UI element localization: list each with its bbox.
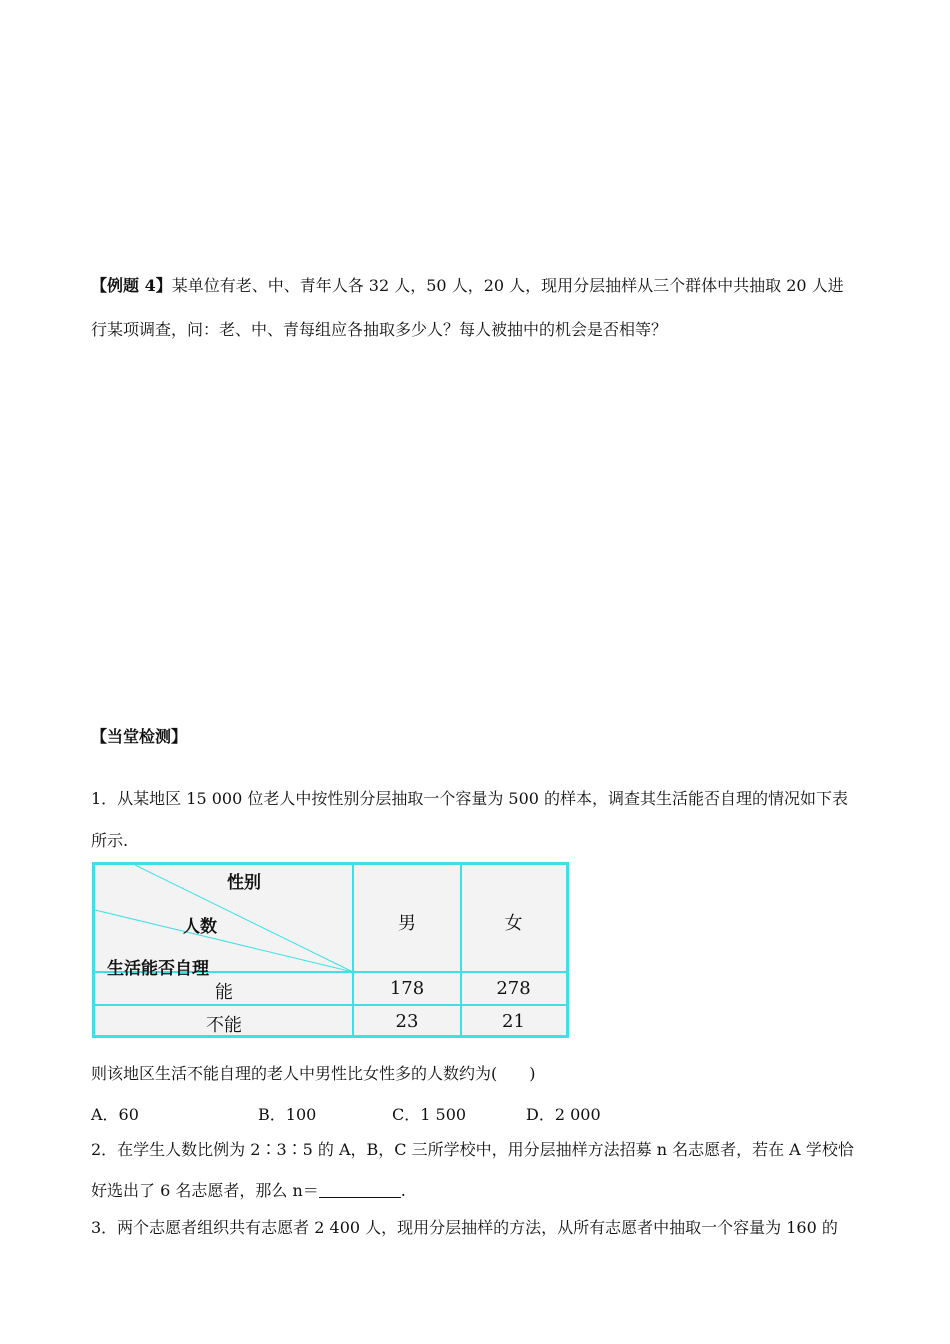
col-male: 男 <box>398 913 416 934</box>
q1-stem: 则该地区生活不能自理的老人中男性比女性多的人数约为( ) <box>91 1064 536 1083</box>
q2-line-2 <box>91 1180 406 1202</box>
header-gender: 性别 <box>227 873 261 893</box>
row-able-label: 能 <box>215 982 233 1003</box>
q2-line-1: 2．在学生人数比例为 2∶3∶5 的 A，B，C 三所学校中，用分层抽样方法招募 n 名志愿者，若在 A 学校恰 <box>91 1140 854 1159</box>
row-able-male: 178 <box>389 978 425 999</box>
example-4-tag: 【例题 4】 <box>91 276 172 295</box>
q1-option-d: D．2 000 <box>526 1105 601 1124</box>
q1-line-2: 所示. <box>91 831 129 850</box>
col-female: 女 <box>504 913 523 934</box>
answer-blank <box>319 1181 401 1198</box>
row-unable-female: 21 <box>502 1011 525 1032</box>
table-grid <box>95 865 566 1035</box>
q1-option-a: A．60 <box>91 1105 139 1124</box>
row-unable-male: 23 <box>395 1011 419 1032</box>
row-able-female: 278 <box>496 978 531 999</box>
q2-line-2-end: . <box>400 1181 406 1200</box>
example-4-line-2: 行某项调查，问：老、中、青每组应各抽取多少人？每人被抽中的机会是否相等？ <box>91 320 668 339</box>
example-4-line-1 <box>91 275 844 297</box>
survey-table <box>92 862 569 1038</box>
section-title: 【当堂检测】 <box>91 727 188 746</box>
q1-option-c: C．1 500 <box>392 1105 467 1124</box>
q1-line-1: 1．从某地区 15 000 位老人中按性别分层抽取一个容量为 500 的样本，调查其生活能否自理的情况如下表 <box>91 789 849 808</box>
q1-option-b: B．100 <box>258 1105 317 1124</box>
row-unable-label: 不能 <box>206 1015 242 1036</box>
header-self-care: 生活能否自理 <box>107 959 209 979</box>
q2-line-2-text: 好选出了 6 名志愿者，那么 n＝ <box>91 1181 319 1200</box>
header-count: 人数 <box>183 917 217 937</box>
q3-line-1: 3．两个志愿者组织共有志愿者 2 400 人，现用分层抽样的方法，从所有志愿者中抽取一个容量为 160 的 <box>91 1218 838 1237</box>
example-4-text-1: 某单位有老、中、青年人各 32 人，50 人，20 人，现用分层抽样从三个群体中共抽取 20 人进 <box>171 276 844 295</box>
